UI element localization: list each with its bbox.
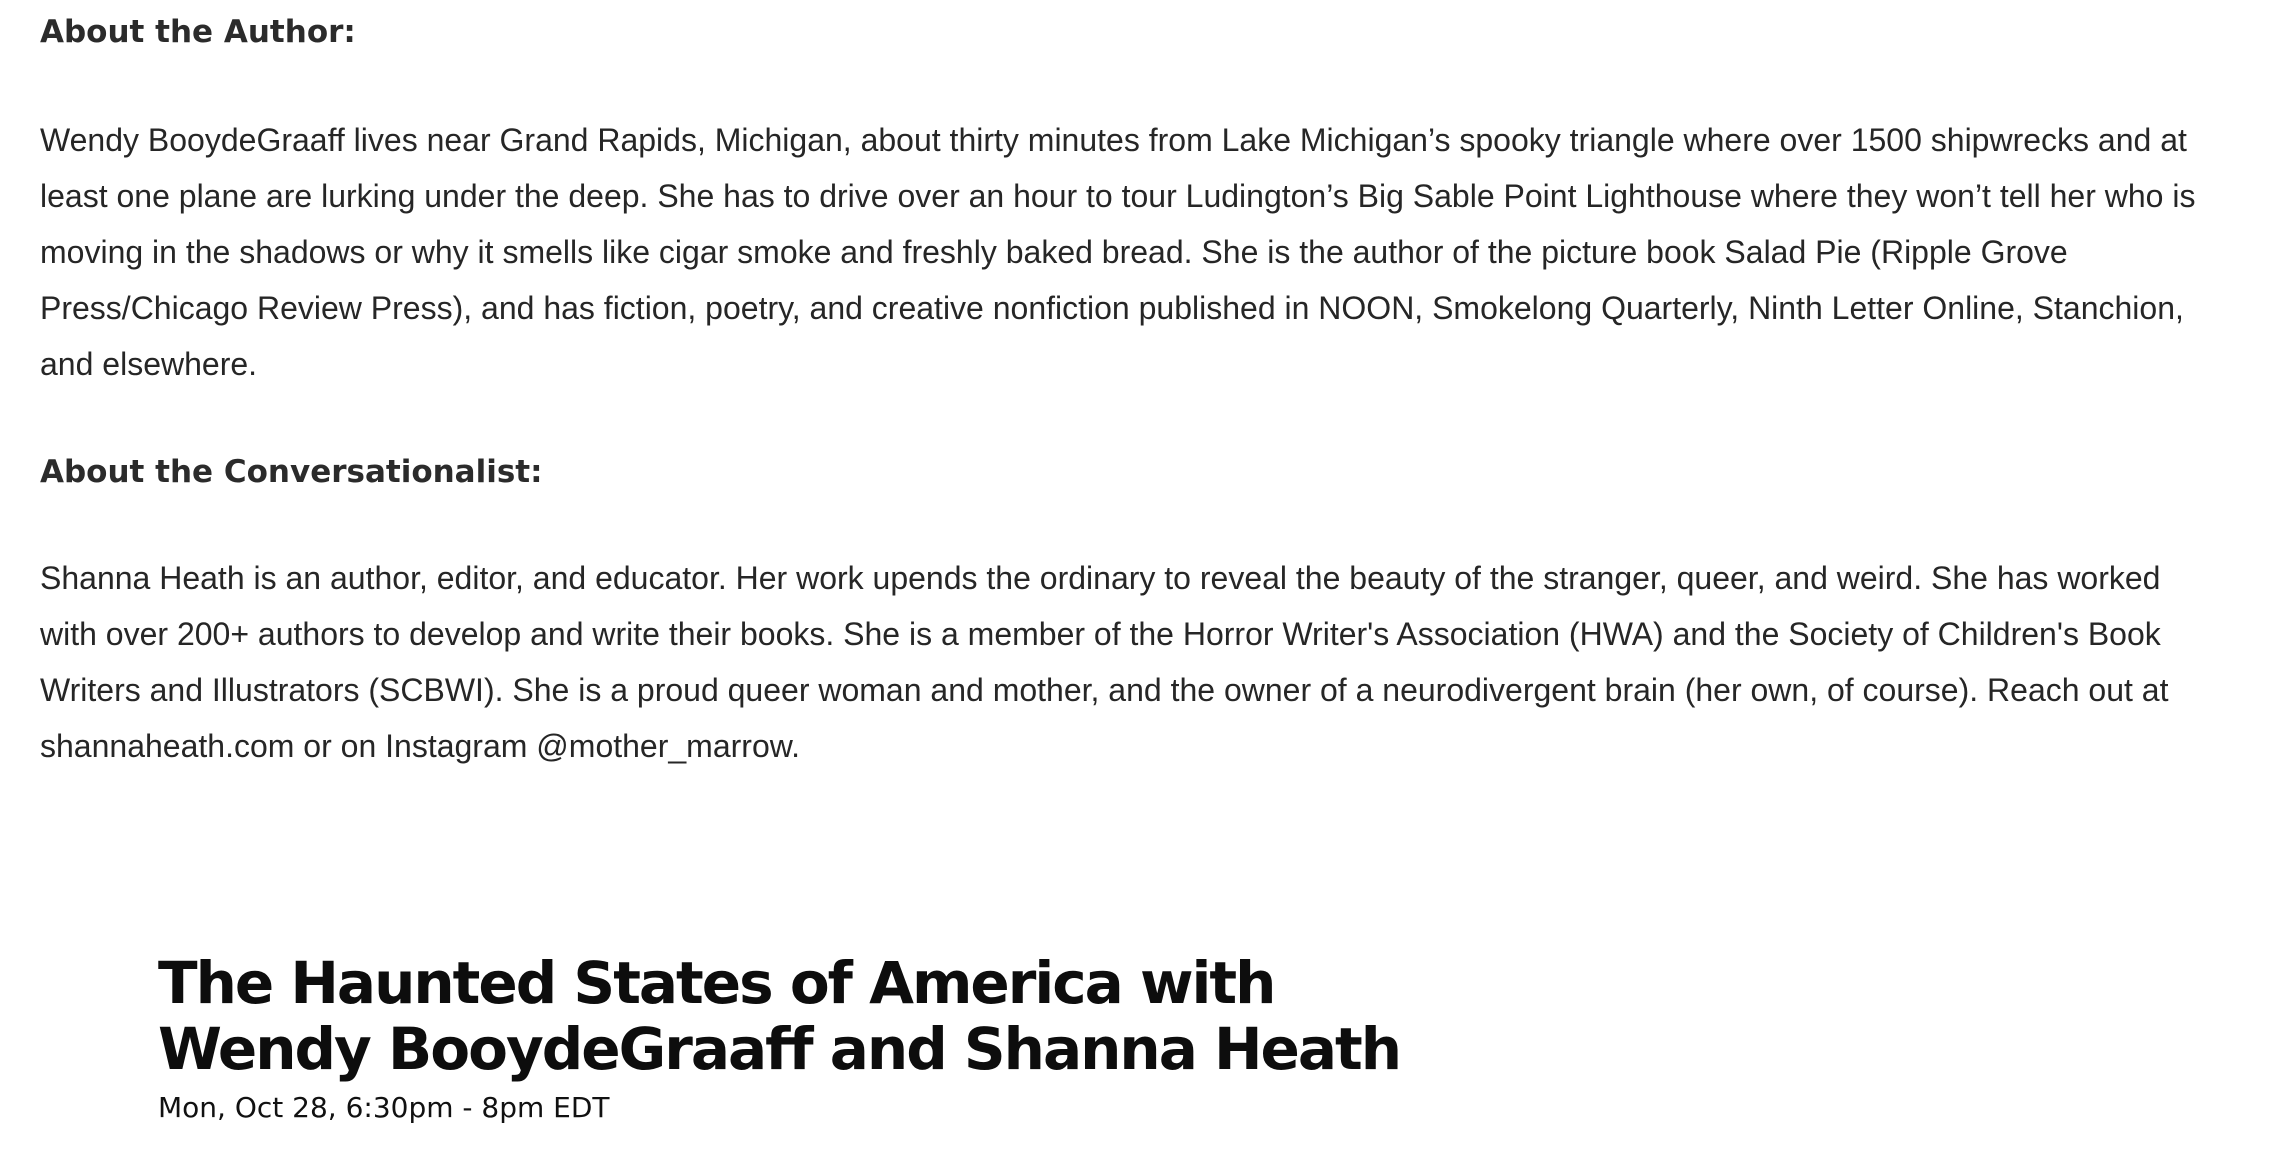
conversationalist-bio-line: shannaheath.com or on Instagram @mother_marrow. — [40, 728, 800, 764]
author-bio-line: Press/Chicago Review Press), and has fiction, poetry, and creative nonfiction published in NOON, Smokelong Quarterly, Ninth Letter Online, Stanchion, — [40, 290, 2184, 326]
event-date: Mon, Oct 28, 6:30pm - 8pm EDT — [158, 1091, 610, 1124]
about-author-heading: About the Author: — [40, 14, 356, 50]
conversationalist-bio-line: Shanna Heath is an author, editor, and educator. Her work upends the ordinary to reveal the beauty of the stranger, queer, and weird. She has worked — [40, 560, 2161, 596]
conversationalist-bio-line: with over 200+ authors to develop and write their books. She is a member of the Horror Writer's Association (HWA) and the Society of Children's Book — [40, 616, 2161, 652]
event-title-line: The Haunted States of America with — [158, 949, 1275, 1017]
author-bio-line: least one plane are lurking under the deep. She has to drive over an hour to tour Ludington’s Big Sable Point Lighthouse where they won’t tell her who is — [40, 178, 2196, 214]
author-bio-line: Wendy BooydeGraaff lives near Grand Rapids, Michigan, about thirty minutes from Lake Michigan’s spooky triangle where over 1500 shipwrecks and at — [40, 122, 2187, 158]
conversationalist-bio-line: Writers and Illustrators (SCBWI). She is a proud queer woman and mother, and the owner of a neurodivergent brain (her own, of course). Reach out at — [40, 672, 2169, 708]
event-title — [158, 950, 1658, 1082]
event-title-line: Wendy BooydeGraaff and Shanna Heath — [158, 1015, 1401, 1083]
author-bio-line: and elsewhere. — [40, 346, 258, 382]
author-bio — [40, 112, 2196, 392]
author-bio-line: moving in the shadows or why it smells like cigar smoke and freshly baked bread. She is the author of the picture book Salad Pie (Ripple Grove — [40, 234, 2068, 270]
about-conversationalist-heading: About the Conversationalist: — [40, 454, 543, 490]
event-header — [158, 950, 1658, 1128]
conversationalist-bio — [40, 550, 2190, 774]
